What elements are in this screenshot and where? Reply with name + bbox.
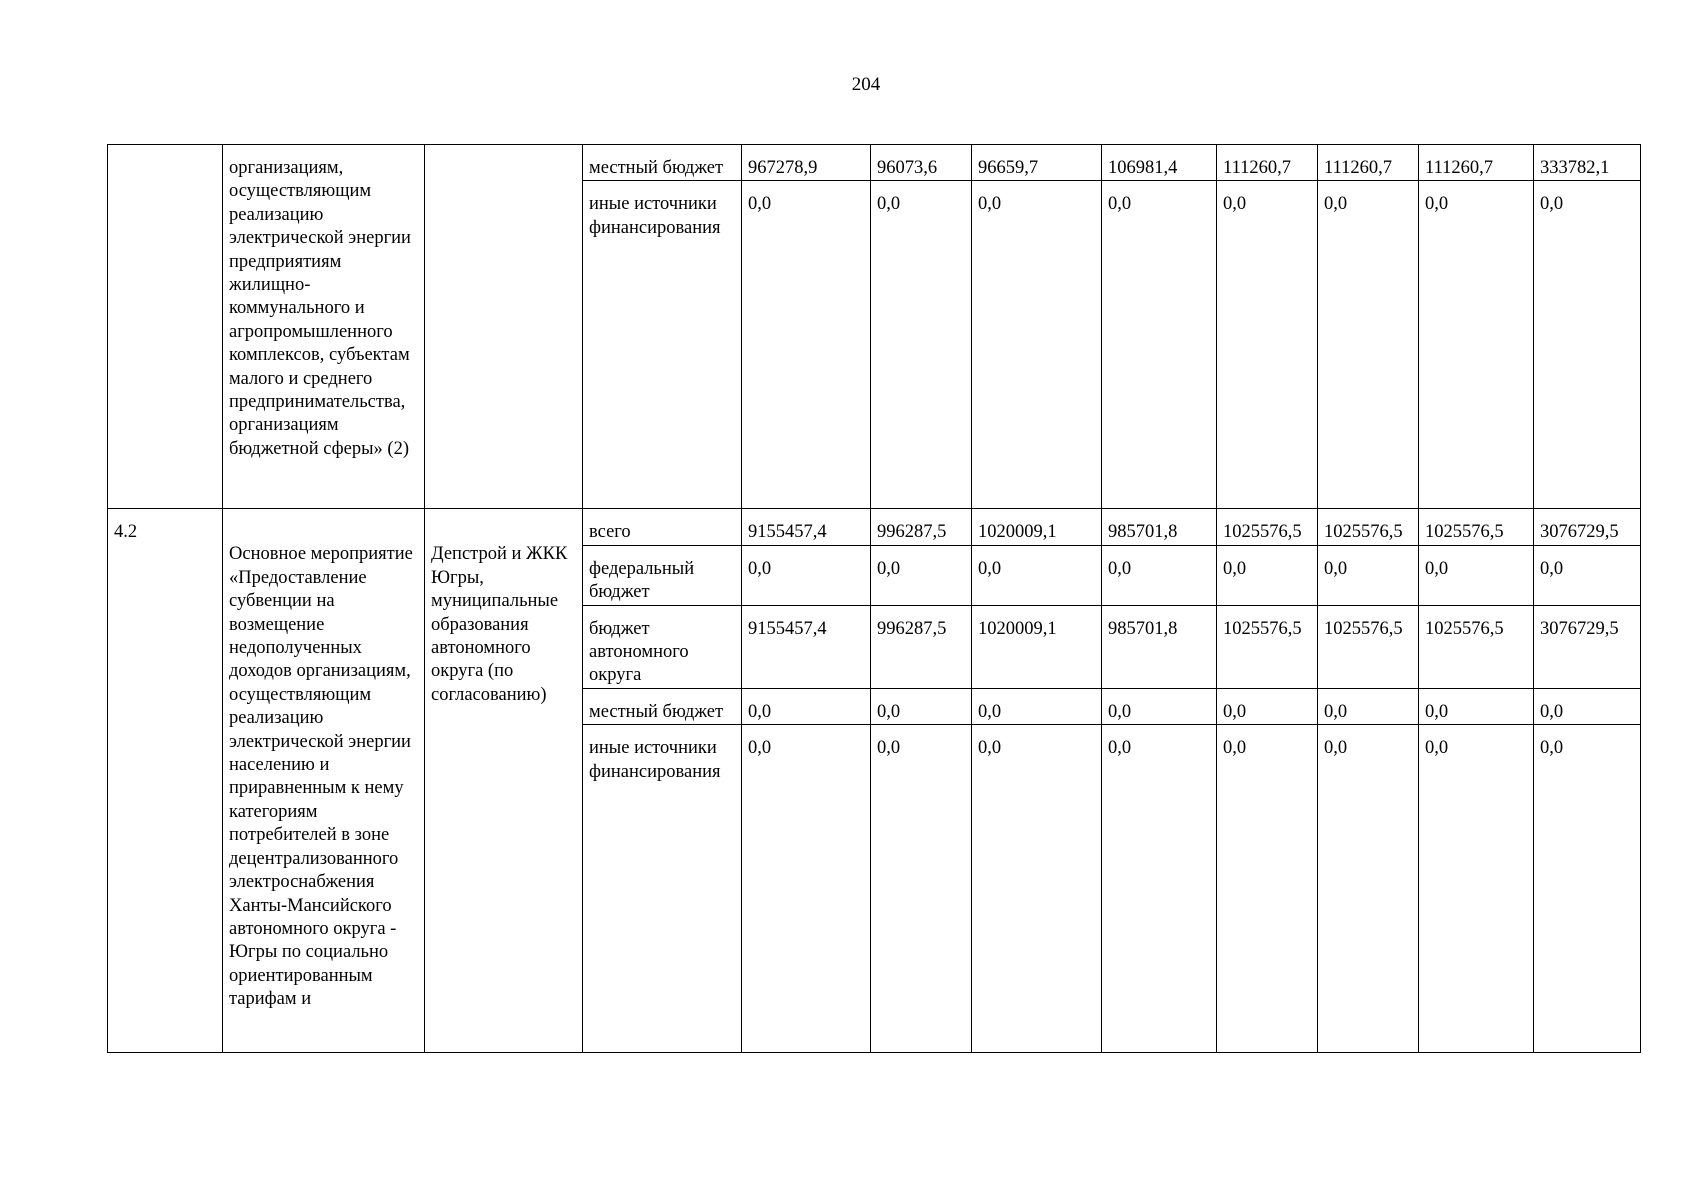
amount-cell-text: 96659,7 <box>978 158 1039 178</box>
amount-cell <box>871 725 972 1053</box>
funding-source-cell-text: иные источники финансирования <box>589 194 721 238</box>
amount-cell-text: 1025576,5 <box>1324 618 1403 639</box>
amount-cell-text: 0,0 <box>877 194 901 215</box>
amount-cell-text: 0,0 <box>1540 701 1564 722</box>
amount-cell <box>1102 725 1217 1053</box>
amount-cell <box>1419 725 1534 1053</box>
funding-source-cell-text: федеральный бюджет <box>589 558 695 603</box>
amount-cell <box>972 605 1102 688</box>
amount-cell <box>871 181 972 509</box>
amount-cell <box>1419 688 1534 724</box>
amount-cell <box>972 145 1102 181</box>
row-number-cell <box>108 145 223 509</box>
amount-cell <box>1318 181 1419 509</box>
amount-cell <box>1102 145 1217 181</box>
amount-cell <box>1102 545 1217 605</box>
amount-cell-text: 0,0 <box>1324 701 1348 722</box>
funding-source-cell <box>583 545 742 605</box>
amount-cell-text: 0,0 <box>1425 194 1449 215</box>
amount-cell-text: 0,0 <box>748 558 772 579</box>
amount-cell <box>1534 509 1641 545</box>
amount-cell <box>1217 509 1318 545</box>
amount-cell-text: 0,0 <box>978 194 1002 215</box>
amount-cell <box>1534 545 1641 605</box>
executor-cell-text: Депстрой и ЖКК Югры, муниципальные образования автономного округа (по согласованию) <box>431 544 568 705</box>
amount-cell-text: 0,0 <box>1223 558 1247 579</box>
amount-cell <box>1102 181 1217 509</box>
funding-source-cell <box>583 181 742 509</box>
amount-cell-text: 0,0 <box>978 558 1002 579</box>
amount-cell <box>742 725 871 1053</box>
amount-cell-text: 0,0 <box>978 738 1002 759</box>
amount-cell <box>1318 509 1419 545</box>
amount-cell-text: 0,0 <box>1540 194 1564 215</box>
amount-cell-text: 967278,9 <box>748 158 818 178</box>
amount-cell <box>1217 725 1318 1053</box>
amount-cell-text: 1025576,5 <box>1223 522 1302 543</box>
amount-cell-text: 0,0 <box>1108 194 1132 215</box>
amount-cell <box>972 509 1102 545</box>
amount-cell-text: 0,0 <box>1540 558 1564 579</box>
amount-cell-text: 0,0 <box>1540 738 1564 759</box>
funding-source-cell-text: местный бюджет <box>589 158 724 178</box>
amount-cell-text: 985701,8 <box>1108 618 1178 639</box>
amount-cell-text: 0,0 <box>1223 701 1247 722</box>
funding-source-cell-text: бюджет автономного округа <box>589 618 689 686</box>
amount-cell-text: 0,0 <box>1425 701 1449 722</box>
table-row <box>108 145 1641 181</box>
funding-source-cell <box>583 509 742 545</box>
row-number-cell <box>108 509 223 1053</box>
amount-cell-text: 1025576,5 <box>1324 522 1403 543</box>
amount-cell-text: 985701,8 <box>1108 522 1178 543</box>
amount-cell <box>1534 688 1641 724</box>
amount-cell-text: 0,0 <box>1324 558 1348 579</box>
executor-cell <box>425 509 583 1053</box>
amount-cell-text: 996287,5 <box>877 618 947 639</box>
funding-source-cell <box>583 605 742 688</box>
amount-cell <box>1102 688 1217 724</box>
amount-cell-text: 3076729,5 <box>1540 522 1619 543</box>
amount-cell-text: 111260,7 <box>1324 158 1393 178</box>
amount-cell <box>1217 545 1318 605</box>
amount-cell <box>742 545 871 605</box>
amount-cell <box>1419 509 1534 545</box>
amount-cell-text: 333782,1 <box>1540 158 1610 178</box>
amount-cell <box>742 181 871 509</box>
amount-cell <box>1534 725 1641 1053</box>
page-number: 204 <box>851 74 881 95</box>
funding-source-cell-text: местный бюджет <box>589 701 724 722</box>
amount-cell-text: 111260,7 <box>1425 158 1494 178</box>
amount-cell-text: 1020009,1 <box>978 522 1057 543</box>
amount-cell-text: 111260,7 <box>1223 158 1292 178</box>
amount-cell-text: 1025576,5 <box>1425 522 1504 543</box>
amount-cell-text: 9155457,4 <box>748 522 827 543</box>
amount-cell-text: 0,0 <box>1425 558 1449 579</box>
amount-cell <box>1217 605 1318 688</box>
amount-cell <box>742 145 871 181</box>
amount-cell <box>1419 181 1534 509</box>
funding-source-cell-text: всего <box>589 522 631 543</box>
amount-cell <box>972 545 1102 605</box>
amount-cell-text: 0,0 <box>748 701 772 722</box>
amount-cell-text: 0,0 <box>877 738 901 759</box>
measure-title-cell-text: Основное мероприятие «Предоставление субвенции на возмещение недополученных доходов организациям, осуществляющим реализацию электрической энергии населению и приравненным к нему категориям потребителей в зоне децентрализованного электроснабжения Ханты-Мансийского автономного округа - Югры по социально ориентированным тарифам и <box>229 544 413 1010</box>
amount-cell-text: 0,0 <box>1223 194 1247 215</box>
amount-cell <box>871 509 972 545</box>
amount-cell-text: 1025576,5 <box>1223 618 1302 639</box>
amount-cell-text: 106981,4 <box>1108 158 1178 178</box>
budget-table <box>107 144 1641 1053</box>
amount-cell-text: 0,0 <box>1223 738 1247 759</box>
measure-title-cell <box>223 509 425 1053</box>
amount-cell <box>1318 605 1419 688</box>
amount-cell-text: 996287,5 <box>877 522 947 543</box>
amount-cell <box>1217 688 1318 724</box>
amount-cell-text: 3076729,5 <box>1540 618 1619 639</box>
funding-source-cell <box>583 145 742 181</box>
funding-source-cell-text: иные источники финансирования <box>589 738 721 782</box>
funding-source-cell <box>583 688 742 724</box>
amount-cell <box>1534 145 1641 181</box>
amount-cell <box>742 688 871 724</box>
amount-cell <box>1318 545 1419 605</box>
amount-cell-text: 0,0 <box>1108 701 1132 722</box>
amount-cell-text: 0,0 <box>748 194 772 215</box>
amount-cell-text: 9155457,4 <box>748 618 827 639</box>
amount-cell <box>1217 181 1318 509</box>
amount-cell <box>742 605 871 688</box>
amount-cell <box>972 725 1102 1053</box>
amount-cell <box>1318 145 1419 181</box>
amount-cell <box>972 688 1102 724</box>
amount-cell <box>1534 605 1641 688</box>
amount-cell-text: 0,0 <box>1108 558 1132 579</box>
amount-cell <box>871 145 972 181</box>
amount-cell <box>1419 605 1534 688</box>
amount-cell-text: 0,0 <box>1425 738 1449 759</box>
amount-cell <box>871 545 972 605</box>
row-number-cell-text: 4.2 <box>114 522 138 543</box>
amount-cell-text: 0,0 <box>978 701 1002 722</box>
amount-cell <box>1318 688 1419 724</box>
amount-cell <box>871 688 972 724</box>
amount-cell-text: 0,0 <box>1108 738 1132 759</box>
amount-cell <box>742 509 871 545</box>
amount-cell-text: 0,0 <box>1324 738 1348 759</box>
amount-cell-text: 0,0 <box>877 701 901 722</box>
amount-cell <box>972 181 1102 509</box>
amount-cell <box>1102 509 1217 545</box>
amount-cell-text: 0,0 <box>877 558 901 579</box>
amount-cell-text: 0,0 <box>1324 194 1348 215</box>
amount-cell <box>1217 145 1318 181</box>
amount-cell-text: 0,0 <box>748 738 772 759</box>
amount-cell-text: 96073,6 <box>877 158 938 178</box>
amount-cell <box>871 605 972 688</box>
measure-title-cell-text: организациям, осуществляющим реализацию электрической энергии предприятиям жилищно-коммунального и агропромышленного комплексов, субъектам малого и среднего предпринимательства, организациям бюджетной сферы» (2) <box>229 158 411 459</box>
executor-cell <box>425 145 583 509</box>
measure-title-cell <box>223 145 425 509</box>
amount-cell <box>1318 725 1419 1053</box>
amount-cell <box>1102 605 1217 688</box>
amount-cell-text: 1020009,1 <box>978 618 1057 639</box>
table-row <box>108 509 1641 545</box>
amount-cell <box>1534 181 1641 509</box>
amount-cell <box>1419 545 1534 605</box>
amount-cell-text: 1025576,5 <box>1425 618 1504 639</box>
amount-cell <box>1419 145 1534 181</box>
funding-source-cell <box>583 725 742 1053</box>
